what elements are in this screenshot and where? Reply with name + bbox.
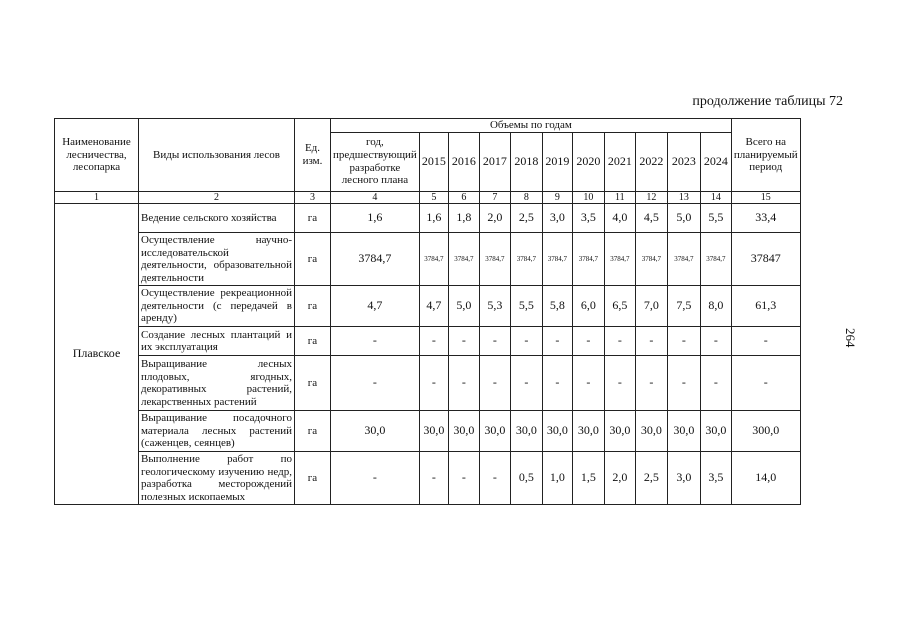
total-value: 61,3 bbox=[731, 286, 800, 327]
total-value: - bbox=[731, 327, 800, 356]
header-year: 2015 bbox=[419, 132, 448, 191]
year-value: 4,0 bbox=[604, 204, 635, 233]
year-value: 3784,7 bbox=[479, 233, 510, 286]
year-value: 3,5 bbox=[572, 204, 604, 233]
column-number: 7 bbox=[479, 191, 510, 204]
year-value: - bbox=[479, 452, 510, 505]
total-value: - bbox=[731, 356, 800, 411]
column-number: 8 bbox=[510, 191, 542, 204]
year-value: 30,0 bbox=[700, 411, 731, 452]
column-number: 1 bbox=[55, 191, 139, 204]
year-value: 3784,7 bbox=[542, 233, 572, 286]
year-value: 6,0 bbox=[572, 286, 604, 327]
year-value: - bbox=[700, 356, 731, 411]
page-number: 264 bbox=[843, 328, 858, 348]
year-value: 5,0 bbox=[667, 204, 700, 233]
year-value: 3,0 bbox=[667, 452, 700, 505]
year-value: 30,0 bbox=[667, 411, 700, 452]
year-value: 2,0 bbox=[604, 452, 635, 505]
use-type-label: Создание лесных плантаций и их эксплуатация bbox=[139, 327, 295, 356]
column-number: 4 bbox=[331, 191, 420, 204]
unit-cell: га bbox=[295, 286, 331, 327]
year-value: 1,5 bbox=[572, 452, 604, 505]
year-value: 6,5 bbox=[604, 286, 635, 327]
header-forestry: Наименование лесничества, лесопарка bbox=[55, 119, 139, 192]
table-continuation-label: продолжение таблицы 72 bbox=[692, 94, 843, 109]
forestry-name: Плавское bbox=[55, 204, 139, 505]
header-year: 2023 bbox=[667, 132, 700, 191]
table-row bbox=[55, 411, 801, 452]
column-number: 15 bbox=[731, 191, 800, 204]
year-value: - bbox=[635, 327, 667, 356]
column-number: 10 bbox=[572, 191, 604, 204]
year-value: 3784,7 bbox=[700, 233, 731, 286]
year-value: - bbox=[448, 452, 479, 505]
header-prev-year: год, предшествующий разработке лесного плана bbox=[331, 132, 420, 191]
year-value: 3,5 bbox=[700, 452, 731, 505]
year-value: 8,0 bbox=[700, 286, 731, 327]
year-value: - bbox=[542, 356, 572, 411]
header-year: 2024 bbox=[700, 132, 731, 191]
year-value: - bbox=[510, 356, 542, 411]
use-type-label: Осуществление рекреационной деятельности (с передачей в аренду) bbox=[139, 286, 295, 327]
header-year: 2017 bbox=[479, 132, 510, 191]
year-value: - bbox=[510, 327, 542, 356]
year-value: - bbox=[572, 327, 604, 356]
year-value: - bbox=[448, 356, 479, 411]
prev-year-value: - bbox=[331, 327, 420, 356]
year-value: - bbox=[479, 356, 510, 411]
unit-cell: га bbox=[295, 411, 331, 452]
year-value: - bbox=[542, 327, 572, 356]
header-volumes-by-year: Объемы по годам bbox=[331, 119, 732, 133]
use-type-label: Выполнение работ по геологическому изучению недр, разработка месторождений полезных ископаемых bbox=[139, 452, 295, 505]
total-value: 33,4 bbox=[731, 204, 800, 233]
table-row bbox=[55, 233, 801, 286]
total-value: 14,0 bbox=[731, 452, 800, 505]
year-value: 5,5 bbox=[510, 286, 542, 327]
year-value: 2,5 bbox=[510, 204, 542, 233]
year-value: - bbox=[700, 327, 731, 356]
year-value: 5,5 bbox=[700, 204, 731, 233]
column-number: 3 bbox=[295, 191, 331, 204]
year-value: 2,5 bbox=[635, 452, 667, 505]
unit-cell: га bbox=[295, 327, 331, 356]
year-value: - bbox=[572, 356, 604, 411]
year-value: 5,3 bbox=[479, 286, 510, 327]
header-year: 2021 bbox=[604, 132, 635, 191]
column-number: 6 bbox=[448, 191, 479, 204]
year-value: 30,0 bbox=[635, 411, 667, 452]
year-value: - bbox=[667, 356, 700, 411]
header-use-type: Виды использования лесов bbox=[139, 119, 295, 192]
year-value: 0,5 bbox=[510, 452, 542, 505]
year-value: 7,5 bbox=[667, 286, 700, 327]
prev-year-value: 30,0 bbox=[331, 411, 420, 452]
use-type-label: Осуществление научно-исследовательской деятельности, образовательной деятельности bbox=[139, 233, 295, 286]
header-unit: Ед. изм. bbox=[295, 119, 331, 192]
header-year: 2019 bbox=[542, 132, 572, 191]
use-type-label: Выращивание посадочного материала лесных растений (саженцев, сеянцев) bbox=[139, 411, 295, 452]
table-row bbox=[55, 327, 801, 356]
year-value: 1,8 bbox=[448, 204, 479, 233]
year-value: 4,5 bbox=[635, 204, 667, 233]
total-value: 37847 bbox=[731, 233, 800, 286]
year-value: 3784,7 bbox=[510, 233, 542, 286]
year-value: 30,0 bbox=[448, 411, 479, 452]
year-value: - bbox=[419, 452, 448, 505]
header-total: Всего на планируемый период bbox=[731, 119, 800, 192]
year-value: - bbox=[604, 327, 635, 356]
year-value: 3784,7 bbox=[635, 233, 667, 286]
table-row bbox=[55, 204, 801, 233]
year-value: - bbox=[448, 327, 479, 356]
year-value: 7,0 bbox=[635, 286, 667, 327]
year-value: - bbox=[479, 327, 510, 356]
year-value: 30,0 bbox=[542, 411, 572, 452]
year-value: - bbox=[604, 356, 635, 411]
unit-cell: га bbox=[295, 356, 331, 411]
table-row bbox=[55, 452, 801, 505]
use-type-label: Выращивание лесных плодовых, ягодных, декоративных растений, лекарственных растений bbox=[139, 356, 295, 411]
use-type-label: Ведение сельского хозяйства bbox=[139, 204, 295, 233]
prev-year-value: 1,6 bbox=[331, 204, 420, 233]
header-year: 2022 bbox=[635, 132, 667, 191]
year-value: 3784,7 bbox=[604, 233, 635, 286]
year-value: 30,0 bbox=[604, 411, 635, 452]
year-value: 30,0 bbox=[510, 411, 542, 452]
year-value: 3784,7 bbox=[667, 233, 700, 286]
year-value: - bbox=[419, 356, 448, 411]
year-value: 5,8 bbox=[542, 286, 572, 327]
column-number: 12 bbox=[635, 191, 667, 204]
year-value: 30,0 bbox=[572, 411, 604, 452]
total-value: 300,0 bbox=[731, 411, 800, 452]
year-value: - bbox=[667, 327, 700, 356]
year-value: - bbox=[419, 327, 448, 356]
year-value: 3784,7 bbox=[419, 233, 448, 286]
year-value: 30,0 bbox=[479, 411, 510, 452]
header-year: 2020 bbox=[572, 132, 604, 191]
column-number: 13 bbox=[667, 191, 700, 204]
prev-year-value: - bbox=[331, 452, 420, 505]
year-value: - bbox=[635, 356, 667, 411]
year-value: 3784,7 bbox=[572, 233, 604, 286]
year-value: 3784,7 bbox=[448, 233, 479, 286]
forest-use-volumes-table bbox=[54, 118, 801, 505]
prev-year-value: - bbox=[331, 356, 420, 411]
prev-year-value: 3784,7 bbox=[331, 233, 420, 286]
year-value: 1,6 bbox=[419, 204, 448, 233]
year-value: 3,0 bbox=[542, 204, 572, 233]
column-number: 2 bbox=[139, 191, 295, 204]
year-value: 5,0 bbox=[448, 286, 479, 327]
column-number: 5 bbox=[419, 191, 448, 204]
unit-cell: га bbox=[295, 204, 331, 233]
year-value: 1,0 bbox=[542, 452, 572, 505]
year-value: 4,7 bbox=[419, 286, 448, 327]
table-row bbox=[55, 286, 801, 327]
header-year: 2016 bbox=[448, 132, 479, 191]
year-value: 2,0 bbox=[479, 204, 510, 233]
prev-year-value: 4,7 bbox=[331, 286, 420, 327]
column-number: 9 bbox=[542, 191, 572, 204]
year-value: 30,0 bbox=[419, 411, 448, 452]
header-year: 2018 bbox=[510, 132, 542, 191]
unit-cell: га bbox=[295, 452, 331, 505]
column-number: 11 bbox=[604, 191, 635, 204]
unit-cell: га bbox=[295, 233, 331, 286]
column-number: 14 bbox=[700, 191, 731, 204]
table-row bbox=[55, 356, 801, 411]
